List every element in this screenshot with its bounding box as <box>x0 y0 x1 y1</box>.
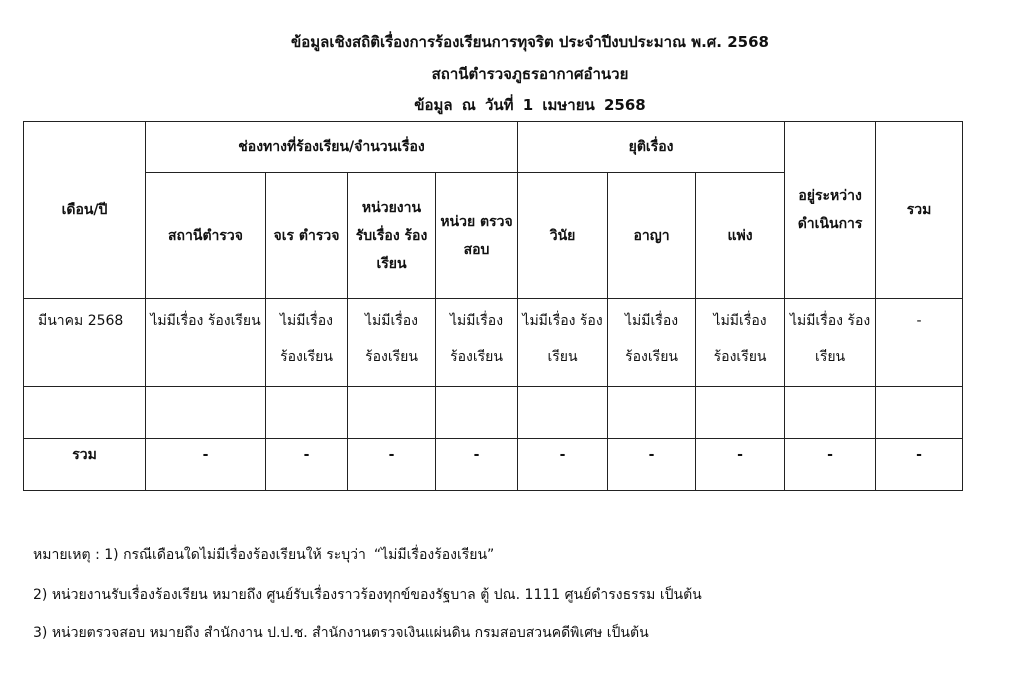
table-cell: ไม่มีเรื่อง ร้องเรียน <box>146 299 266 387</box>
table-row <box>24 387 963 439</box>
document-title: ข้อมูลเชิงสถิติเรื่องการร้องเรียนการทุจริต ประจำปีงบประมาณ พ.ศ. 2568 <box>291 33 769 51</box>
header-month: เดือน/ปี <box>24 122 146 299</box>
complaint-statistics-table <box>23 121 963 491</box>
table-cell <box>518 387 608 439</box>
total-cell: - <box>436 439 518 491</box>
total-cell: - <box>785 439 876 491</box>
header-channel-police-station: สถานีตำรวจ <box>146 173 266 299</box>
header-channels-group: ช่องทางที่ร้องเรียน/จำนวนเรื่อง <box>146 122 518 173</box>
note-1-text: หมายเหตุ : 1) กรณีเดือนใดไม่มีเรื่องร้องเรียนให้ ระบุว่า <box>33 547 366 563</box>
table-cell: ไม่มีเรื่อง ร้องเรียน <box>696 299 785 387</box>
total-cell: - <box>518 439 608 491</box>
note-1-quote: “ไม่มีเรื่องร้องเรียน” <box>373 547 495 563</box>
table-cell: ไม่มีเรื่อง ร้องเรียน <box>785 299 876 387</box>
total-cell: - <box>876 439 963 491</box>
total-cell: - <box>348 439 436 491</box>
table-cell <box>146 387 266 439</box>
note-3: 3) หน่วยตรวจสอบ หมายถึง สำนักงาน ป.ป.ช. สำนักงานตรวจเงินแผ่นดิน กรมสอบสวนคดีพิเศษ เป็นต้น <box>33 625 649 641</box>
table-cell: ไม่มีเรื่อง ร้องเรียน <box>266 299 348 387</box>
month-cell <box>24 387 146 439</box>
header-row-1 <box>24 122 963 173</box>
table-cell <box>266 387 348 439</box>
table-cell <box>608 387 696 439</box>
total-cell: - <box>696 439 785 491</box>
month-cell: มีนาคม 2568 <box>24 299 146 387</box>
table-cell: - <box>876 299 963 387</box>
header-resolved-discipline: วินัย <box>518 173 608 299</box>
total-label: รวม <box>24 439 146 491</box>
header-channel-complaint-agency: หน่วยงาน รับเรื่อง ร้องเรียน <box>348 173 436 299</box>
note-1 <box>33 544 494 566</box>
table-cell <box>348 387 436 439</box>
note-2: 2) หน่วยงานรับเรื่องร้องเรียน หมายถึง ศูนย์รับเรื่องราวร้องทุกข์ของรัฐบาล ตู้ ปณ. 1111 ศูนย์ดำรงธรรม เป็นต้น <box>33 587 702 603</box>
header-channel-police-inspector: จเร ตำรวจ <box>266 173 348 299</box>
total-cell: - <box>266 439 348 491</box>
header-resolved-criminal: อาญา <box>608 173 696 299</box>
table-cell <box>876 387 963 439</box>
table-cell <box>785 387 876 439</box>
station-name: สถานีตำรวจภูธรอากาศอำนวย <box>431 65 629 83</box>
table-row <box>24 299 963 387</box>
table-cell: ไม่มีเรื่อง ร้องเรียน <box>348 299 436 387</box>
table-cell: ไม่มีเรื่อง ร้องเรียน <box>436 299 518 387</box>
header-total: รวม <box>876 122 963 299</box>
header-in-progress: อยู่ระหว่าง ดำเนินการ <box>785 122 876 299</box>
data-date: ข้อมูล ณ วันที่ 1 เมษายน 2568 <box>414 96 646 114</box>
header-resolved-group: ยุติเรื่อง <box>518 122 785 173</box>
table-cell <box>696 387 785 439</box>
total-cell: - <box>608 439 696 491</box>
header-channel-audit-unit: หน่วย ตรวจสอบ <box>436 173 518 299</box>
table-cell <box>436 387 518 439</box>
table-cell: ไม่มีเรื่อง ร้องเรียน <box>518 299 608 387</box>
header-resolved-civil: แพ่ง <box>696 173 785 299</box>
total-cell: - <box>146 439 266 491</box>
table-cell: ไม่มีเรื่อง ร้องเรียน <box>608 299 696 387</box>
total-row <box>24 439 963 491</box>
